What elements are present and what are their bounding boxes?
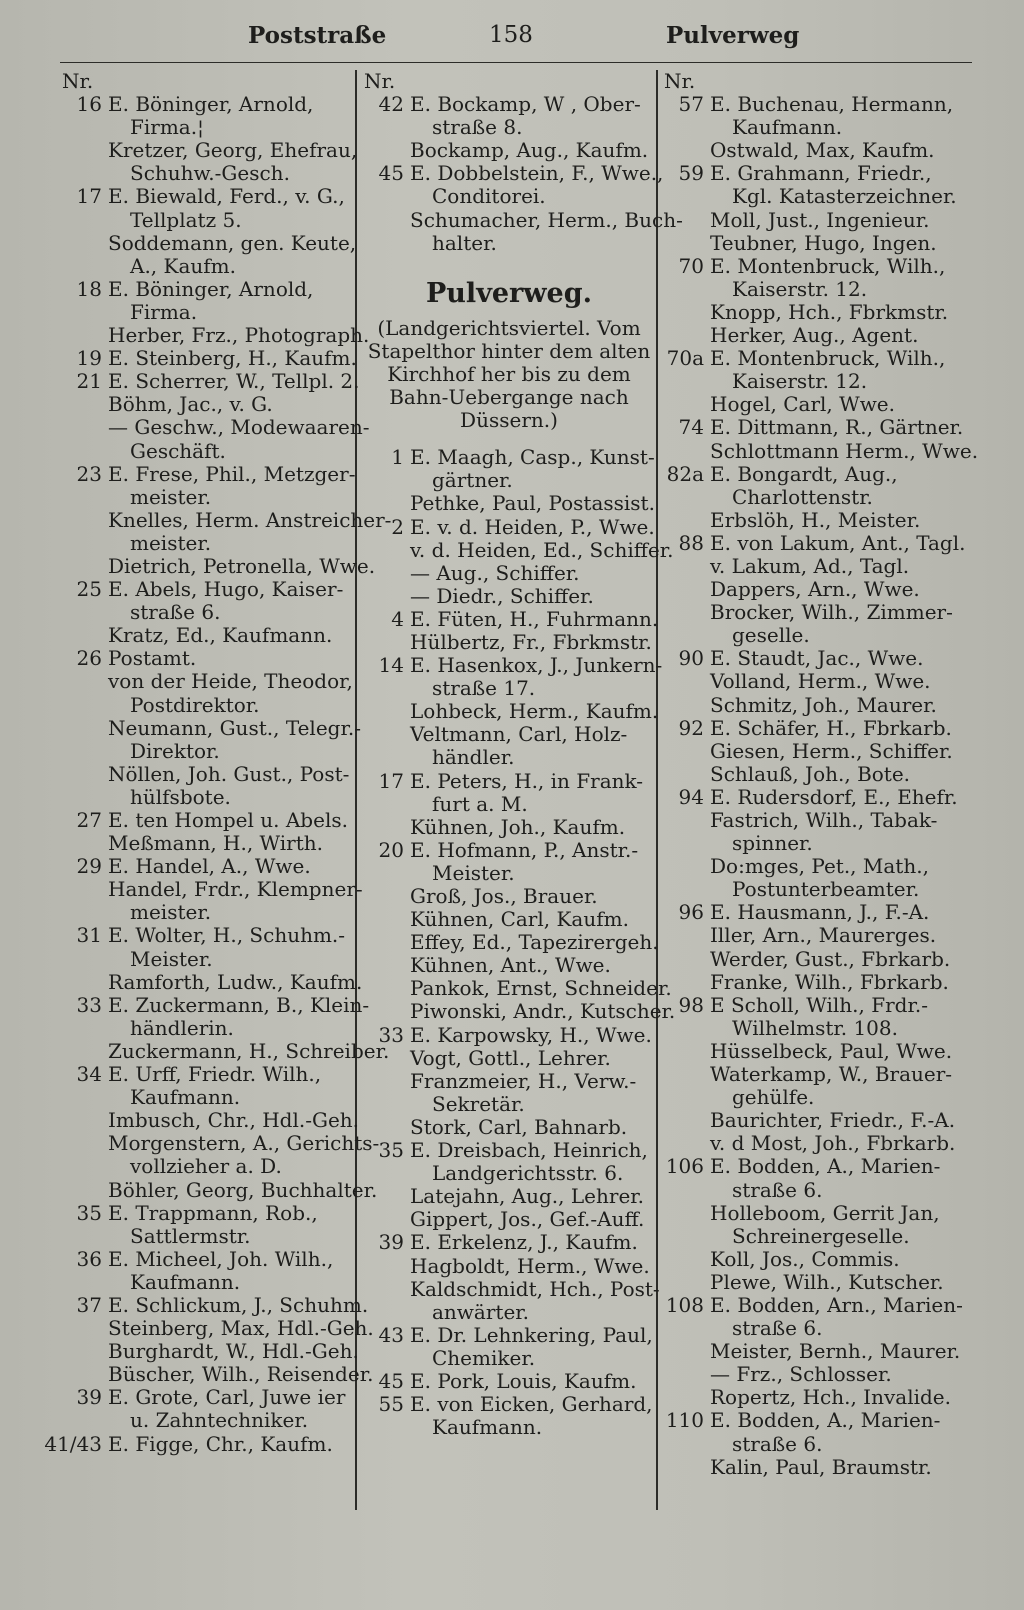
resident-text: E. Figge, Chr., Kaufm. bbox=[108, 1431, 333, 1456]
continuation-line: Firma.¦ bbox=[130, 115, 204, 140]
resident-text: E. Peters, H., in Frank- bbox=[410, 768, 644, 793]
house-number: 25 bbox=[76, 577, 102, 602]
resident-text: E. Karpowsky, H., Wwe. bbox=[410, 1022, 652, 1047]
column-header-nr: Nr. bbox=[364, 69, 396, 93]
resident-line: Pankok, Ernst, Schneider. bbox=[410, 976, 672, 1001]
resident-text: E. Abels, Hugo, Kaiser- bbox=[108, 577, 344, 602]
continuation-line: hülfsbote. bbox=[130, 784, 231, 809]
resident-line: Böhler, Georg, Buchhalter. bbox=[108, 1177, 378, 1202]
house-number: 37 bbox=[76, 1292, 102, 1317]
resident-text: E. Buchenau, Hermann, bbox=[710, 92, 954, 117]
section-gap bbox=[364, 432, 654, 446]
house-number: 4 bbox=[391, 606, 404, 631]
house-number: 19 bbox=[76, 346, 102, 371]
house-entry bbox=[62, 93, 354, 116]
resident-line: Kalin, Paul, Braumstr. bbox=[710, 1454, 932, 1479]
resident-text: E. Bodden, Arn., Marien- bbox=[710, 1292, 963, 1317]
resident-line: Kratz, Ed., Kaufmann. bbox=[108, 623, 333, 648]
resident-text: E. Schäfer, H., Fbrkarb. bbox=[710, 715, 952, 740]
continuation-line: straße 6. bbox=[732, 1431, 823, 1456]
house-entry bbox=[664, 255, 979, 278]
resident-line: Hüsselbeck, Paul, Wwe. bbox=[710, 1038, 953, 1063]
continuation-line: Firma. bbox=[130, 299, 198, 324]
resident-text: E. Böninger, Arnold, bbox=[108, 92, 314, 117]
resident-line: Franzmeier, H., Verw.- bbox=[410, 1068, 637, 1093]
continuation-line: Postdirektor. bbox=[130, 692, 260, 717]
resident-text: E. Montenbruck, Wilh., bbox=[710, 253, 946, 278]
resident-text: E. Hofmann, P., Anstr.- bbox=[410, 837, 639, 862]
resident-line: Büscher, Wilh., Reisender. bbox=[108, 1362, 374, 1387]
continuation-line: meister. bbox=[130, 900, 212, 925]
resident-line: Handel, Frdr., Klempner- bbox=[108, 877, 363, 902]
house-entry bbox=[664, 93, 979, 116]
house-number: 59 bbox=[678, 161, 704, 186]
resident-line: Giesen, Herm., Schiffer. bbox=[710, 738, 953, 763]
house-entry bbox=[62, 992, 370, 1017]
street-description-line: (Landgerichtsviertel. Vom bbox=[377, 315, 641, 340]
continuation-line: Direktor. bbox=[130, 738, 220, 763]
house-number: 17 bbox=[76, 184, 102, 209]
house-entry bbox=[62, 1202, 354, 1225]
resident-line: Hogel, Carl, Wwe. bbox=[710, 392, 895, 417]
continuation-line: meister. bbox=[130, 530, 212, 555]
resident-text: E. Bodden, A., Marien- bbox=[710, 1154, 941, 1179]
resident-line: Kretzer, Georg, Ehefrau, bbox=[108, 138, 358, 163]
continuation-line: Kaufmann. bbox=[130, 1269, 241, 1294]
resident-line: v. Lakum, Ad., Tagl. bbox=[710, 553, 910, 578]
resident-line: Kaldschmidt, Hch., Post- bbox=[410, 1276, 660, 1301]
resident-line: Steinberg, Max, Hdl.-Geh. bbox=[108, 1316, 374, 1341]
house-number: 14 bbox=[378, 653, 404, 678]
house-entry bbox=[364, 1231, 654, 1254]
header-left-street: Poststraße bbox=[248, 22, 387, 49]
house-entry bbox=[664, 416, 979, 439]
house-number: 106 bbox=[665, 1154, 704, 1179]
house-number: 70 bbox=[678, 253, 704, 278]
house-number: 96 bbox=[678, 900, 704, 925]
resident-text: E. Bongardt, Aug., bbox=[710, 461, 898, 486]
resident-line: Lohbeck, Herm., Kaufm. bbox=[410, 699, 659, 724]
resident-text: E. Wolter, H., Schuhm.- bbox=[108, 923, 346, 948]
house-number: 92 bbox=[678, 715, 704, 740]
resident-text: E. Rudersdorf, E., Ehefr. bbox=[710, 784, 958, 809]
resident-text: E. Dreisbach, Heinrich, bbox=[410, 1138, 648, 1163]
page-number: 158 bbox=[489, 22, 533, 48]
house-number: 41/43 bbox=[44, 1431, 102, 1456]
house-number: 1 bbox=[391, 445, 404, 470]
house-number: 2 bbox=[391, 514, 404, 539]
continuation-line: Wilhelmstr. 108. bbox=[732, 1015, 898, 1040]
house-entry bbox=[664, 994, 979, 1017]
resident-line: Schumacher, Herm., Buch- bbox=[410, 207, 683, 232]
continuation-line: Meister. bbox=[130, 946, 213, 971]
resident-text: E. Staudt, Jac., Wwe. bbox=[710, 646, 924, 671]
resident-line: Ostwald, Max, Kaufm. bbox=[710, 138, 935, 163]
resident-line: v. d. Heiden, Ed., Schiffer. bbox=[410, 537, 674, 562]
house-entry bbox=[44, 1431, 354, 1456]
house-number: 74 bbox=[678, 415, 704, 440]
continuation-line: Kaiserstr. 12. bbox=[732, 369, 868, 394]
resident-line: Herber, Frz., Photograph. bbox=[108, 323, 370, 348]
house-number: 108 bbox=[665, 1292, 704, 1317]
house-number: 57 bbox=[678, 92, 704, 117]
house-entry bbox=[664, 347, 979, 370]
continuation-line: Sattlermstr. bbox=[130, 1223, 251, 1248]
resident-line: Vogt, Gottl., Lehrer. bbox=[410, 1045, 611, 1070]
continuation-line: meister. bbox=[130, 484, 212, 509]
continuation-line: Landgerichtsstr. 6. bbox=[432, 1161, 624, 1186]
house-entry bbox=[664, 647, 979, 670]
house-entry bbox=[62, 1292, 369, 1317]
house-number: 88 bbox=[678, 530, 704, 555]
continuation-line: straße 6. bbox=[732, 1316, 823, 1341]
resident-line: — Geschw., Modewaaren- bbox=[108, 415, 370, 440]
continuation-line: Charlottenstr. bbox=[732, 484, 873, 509]
resident-text: E. Schlickum, J., Schuhm. bbox=[108, 1292, 369, 1317]
column-header-nr: Nr. bbox=[62, 69, 94, 93]
continuation-line: Meister. bbox=[432, 860, 515, 885]
house-entry bbox=[62, 809, 354, 832]
house-entry bbox=[364, 446, 654, 469]
house-entry bbox=[62, 185, 354, 208]
resident-line: Knopp, Hch., Fbrkmstr. bbox=[710, 299, 949, 324]
resident-text: E. Scherrer, W., Tellpl. 2. bbox=[108, 369, 360, 394]
house-entry bbox=[364, 606, 659, 631]
house-entry bbox=[62, 1063, 354, 1086]
resident-line: Kühnen, Ant., Wwe. bbox=[410, 953, 611, 978]
house-entry bbox=[364, 1024, 654, 1047]
resident-text: E. Micheel, Joh. Wilh., bbox=[108, 1246, 334, 1271]
resident-text: E. v. d. Heiden, P., Wwe. bbox=[410, 514, 655, 539]
house-number: 21 bbox=[76, 369, 102, 394]
street-description-line: Stapelthor hinter dem alten bbox=[367, 338, 651, 363]
continuation-line: u. Zahntechniker. bbox=[130, 1408, 309, 1433]
resident-text: E. Dittmann, R., Gärtner. bbox=[710, 415, 964, 440]
resident-line: Waterkamp, W., Brauer- bbox=[710, 1062, 953, 1087]
resident-text: E. Hasenkox, J., Junkern- bbox=[410, 653, 663, 678]
resident-line: — Diedr., Schiffer. bbox=[410, 583, 594, 608]
continuation-line: Kgl. Katasterzeichner. bbox=[732, 184, 957, 209]
house-number: 16 bbox=[76, 92, 102, 117]
house-entry bbox=[62, 855, 354, 878]
street-description-line: Bahn-Uebergange nach bbox=[389, 385, 629, 410]
house-entry bbox=[664, 1409, 979, 1432]
resident-text: E. von Lakum, Ant., Tagl. bbox=[710, 530, 966, 555]
house-number: 39 bbox=[378, 1230, 404, 1255]
house-entry bbox=[364, 770, 654, 793]
resident-line: Imbusch, Chr., Hdl.-Geh. bbox=[108, 1108, 360, 1133]
house-entry bbox=[664, 1155, 979, 1178]
continuation-line: geselle. bbox=[732, 623, 810, 648]
house-entry bbox=[62, 278, 354, 301]
resident-line: Piwonski, Andr., Kutscher. bbox=[410, 999, 676, 1024]
resident-text: Postamt. bbox=[108, 646, 197, 671]
resident-line: Effey, Ed., Tapezirergeh. bbox=[410, 930, 659, 955]
resident-line: Do:mges, Pet., Math., bbox=[710, 854, 929, 879]
resident-line: Böhm, Jac., v. G. bbox=[108, 392, 273, 417]
continuation-line: Kaufmann. bbox=[432, 1415, 543, 1440]
house-number: 35 bbox=[76, 1200, 102, 1225]
resident-line: Knelles, Herm. Anstreicher- bbox=[108, 507, 392, 532]
house-entry bbox=[364, 161, 664, 186]
resident-line: Meßmann, H., Wirth. bbox=[108, 831, 323, 856]
resident-line: Neumann, Gust., Telegr.- bbox=[108, 715, 361, 740]
house-entry bbox=[664, 1294, 979, 1317]
continuation-line: Conditorei. bbox=[432, 184, 546, 209]
house-number: 29 bbox=[76, 854, 102, 879]
house-number: 35 bbox=[378, 1138, 404, 1163]
resident-text: E. Bockamp, W , Ober- bbox=[410, 92, 641, 117]
house-entry bbox=[62, 463, 354, 486]
house-entry bbox=[364, 1370, 654, 1393]
resident-line: Baurichter, Friedr., F.-A. bbox=[710, 1108, 956, 1133]
resident-text: E. Grote, Carl, Juwe ier bbox=[108, 1385, 346, 1410]
resident-line: Groß, Jos., Brauer. bbox=[410, 884, 598, 908]
running-header bbox=[0, 22, 1024, 56]
continuation-line: händler. bbox=[432, 745, 515, 770]
continuation-line: Chemiker. bbox=[432, 1345, 536, 1370]
continuation-line: Kaiserstr. 12. bbox=[732, 276, 868, 301]
resident-line: Herker, Aug., Agent. bbox=[710, 323, 919, 348]
house-entry bbox=[364, 516, 654, 539]
resident-line: Latejahn, Aug., Lehrer. bbox=[410, 1184, 644, 1209]
resident-line: Ramforth, Ludw., Kaufm. bbox=[108, 969, 363, 994]
resident-text: E. Füten, H., Fuhrmann. bbox=[410, 606, 659, 631]
house-entry bbox=[62, 647, 354, 670]
resident-text: E. Pork, Louis, Kaufm. bbox=[410, 1368, 637, 1393]
resident-text: E. Dobbelstein, F., Wwe., bbox=[410, 161, 664, 186]
resident-text: E. Erkelenz, J., Kaufm. bbox=[410, 1230, 638, 1255]
resident-line: Kühnen, Carl, Kaufm. bbox=[410, 907, 629, 932]
continuation-line: gehülfe. bbox=[732, 1085, 815, 1110]
resident-text: E. Maagh, Casp., Kunst- bbox=[410, 445, 655, 470]
resident-line: — Frz., Schlosser. bbox=[710, 1362, 892, 1387]
resident-line: Brocker, Wilh., Zimmer- bbox=[710, 600, 953, 625]
continuation-line: Schreinergeselle. bbox=[732, 1223, 910, 1248]
resident-line: Holleboom, Gerrit Jan, bbox=[710, 1200, 940, 1225]
resident-line: Burghardt, W., Hdl.-Geh. bbox=[108, 1339, 359, 1364]
house-number: 45 bbox=[378, 161, 404, 186]
house-number: 70a bbox=[666, 346, 704, 371]
resident-line: Fastrich, Wilh., Tabak- bbox=[710, 808, 938, 832]
house-number: 26 bbox=[76, 646, 102, 671]
house-entry bbox=[664, 901, 979, 924]
header-right-street: Pulverweg bbox=[666, 22, 800, 49]
house-entry bbox=[364, 93, 654, 116]
house-number: 33 bbox=[76, 992, 102, 1017]
resident-text: E. Grahmann, Friedr., bbox=[710, 161, 932, 186]
resident-line: Werder, Gust., Fbrkarb. bbox=[710, 946, 951, 971]
resident-line: Soddemann, gen. Keute, bbox=[108, 230, 357, 255]
house-number: 82a bbox=[666, 461, 704, 486]
house-entry bbox=[664, 717, 979, 740]
continuation-line: A., Kaufm. bbox=[130, 253, 236, 278]
house-number: 90 bbox=[678, 646, 704, 671]
resident-line: Teubner, Hugo, Ingen. bbox=[710, 230, 937, 255]
house-number: 94 bbox=[678, 784, 704, 809]
resident-line: Morgenstern, A., Gerichts- bbox=[108, 1131, 380, 1156]
continuation-line: straße 17. bbox=[432, 676, 536, 701]
resident-line: Dietrich, Petronella, Wwe. bbox=[108, 553, 376, 578]
house-entry bbox=[62, 1386, 354, 1409]
resident-text: E Scholl, Wilh., Frdr.- bbox=[710, 992, 928, 1017]
resident-line: Nöllen, Joh. Gust., Post- bbox=[108, 761, 350, 786]
house-entry bbox=[62, 578, 354, 601]
continuation-line: Tellplatz 5. bbox=[130, 207, 242, 232]
continuation-line: halter. bbox=[432, 230, 497, 255]
street-description-line: Kirchhof her bis zu dem bbox=[387, 361, 631, 386]
house-entry bbox=[364, 653, 663, 678]
resident-text: E. Biewald, Ferd., v. G., bbox=[108, 184, 345, 209]
resident-line: Koll, Jos., Commis. bbox=[710, 1246, 900, 1271]
column-right bbox=[664, 70, 979, 1479]
column-middle bbox=[364, 69, 683, 1440]
continuation-line: Schuhw.-Gesch. bbox=[130, 161, 290, 186]
house-entry bbox=[62, 346, 357, 371]
resident-line: Kühnen, Joh., Kaufm. bbox=[410, 814, 626, 839]
resident-line: Ropertz, Hch., Invalide. bbox=[710, 1385, 951, 1410]
house-entry bbox=[364, 1393, 654, 1416]
resident-line: Schlauß, Joh., Bote. bbox=[710, 761, 911, 786]
continuation-line: straße 6. bbox=[130, 600, 221, 625]
resident-text: E. Handel, A., Wwe. bbox=[108, 854, 311, 879]
house-entry bbox=[364, 1139, 654, 1162]
continuation-line: furt a. M. bbox=[432, 791, 528, 816]
house-entry bbox=[364, 1324, 654, 1347]
continuation-line: Geschäft. bbox=[130, 438, 226, 463]
resident-line: Erbslöh, H., Meister. bbox=[710, 507, 921, 532]
resident-text: E. Steinberg, H., Kaufm. bbox=[108, 346, 357, 371]
resident-line: Gippert, Jos., Gef.-Auff. bbox=[410, 1207, 645, 1232]
resident-line: Hagboldt, Herm., Wwe. bbox=[410, 1253, 650, 1278]
resident-line: Moll, Just., Ingenieur. bbox=[710, 207, 930, 232]
house-entry bbox=[62, 924, 354, 947]
resident-line: Pethke, Paul, Postassist. bbox=[410, 491, 655, 516]
resident-line: Meister, Bernh., Maurer. bbox=[710, 1339, 961, 1364]
resident-text: E. Hausmann, J., F.-A. bbox=[710, 900, 930, 925]
continuation-line: Postunterbeamter. bbox=[732, 877, 920, 902]
house-number: 39 bbox=[76, 1385, 102, 1410]
resident-line: von der Heide, Theodor, bbox=[108, 669, 353, 694]
house-number: 98 bbox=[678, 992, 704, 1017]
continuation-line: anwärter. bbox=[432, 1299, 530, 1324]
resident-text: E. Frese, Phil., Metzger- bbox=[108, 461, 356, 486]
continuation-line: Kaufmann. bbox=[732, 115, 843, 140]
resident-line: Schlottmann Herm., Wwe. bbox=[710, 438, 979, 463]
resident-text: E. Urff, Friedr. Wilh., bbox=[108, 1062, 322, 1087]
continuation-line: straße 8. bbox=[432, 115, 523, 140]
house-entry bbox=[664, 532, 979, 555]
resident-text: E. ten Hompel u. Abels. bbox=[108, 808, 348, 832]
house-number: 18 bbox=[76, 276, 102, 301]
house-entry bbox=[664, 786, 979, 809]
continuation-line: händlerin. bbox=[130, 1015, 234, 1040]
resident-line: Schmitz, Joh., Maurer. bbox=[710, 692, 937, 717]
house-number: 45 bbox=[378, 1368, 404, 1393]
house-number: 55 bbox=[378, 1392, 404, 1417]
resident-line: Veltmann, Carl, Holz- bbox=[410, 722, 628, 747]
resident-line: Franke, Wilh., Fbrkarb. bbox=[710, 969, 949, 994]
house-number: 110 bbox=[665, 1408, 704, 1433]
house-number: 27 bbox=[76, 808, 102, 832]
house-number: 42 bbox=[378, 92, 404, 117]
house-entry bbox=[62, 369, 360, 394]
house-number: 23 bbox=[76, 461, 102, 486]
resident-line: Bockamp, Aug., Kaufm. bbox=[410, 138, 649, 163]
resident-text: E. von Eicken, Gerhard, bbox=[410, 1392, 653, 1417]
street-description-line: Düssern.) bbox=[460, 408, 558, 433]
continuation-line: vollzieher a. D. bbox=[130, 1154, 282, 1179]
header-rule bbox=[60, 62, 972, 63]
house-number: 36 bbox=[76, 1246, 102, 1271]
resident-line: Volland, Herm., Wwe. bbox=[710, 669, 931, 694]
resident-text: E. Dr. Lehnkering, Paul, bbox=[410, 1322, 653, 1347]
house-number: 33 bbox=[378, 1022, 404, 1047]
continuation-line: Kaufmann. bbox=[130, 1085, 241, 1110]
house-entry bbox=[664, 162, 979, 185]
house-number: 34 bbox=[76, 1062, 102, 1087]
resident-line: Plewe, Wilh., Kutscher. bbox=[710, 1269, 944, 1294]
house-number: 20 bbox=[378, 837, 404, 862]
street-section-title: Pulverweg. bbox=[426, 277, 592, 309]
continuation-line: Sekretär. bbox=[432, 1091, 525, 1116]
resident-text: E. Trappmann, Rob., bbox=[108, 1200, 318, 1225]
continuation-line: gärtner. bbox=[432, 468, 513, 493]
resident-text: E. Montenbruck, Wilh., bbox=[710, 346, 946, 371]
resident-line: v. d Most, Joh., Fbrkarb. bbox=[710, 1131, 956, 1156]
resident-line: Iller, Arn., Maurerges. bbox=[710, 923, 937, 948]
house-number: 43 bbox=[378, 1322, 404, 1347]
continuation-line: spinner. bbox=[732, 831, 813, 856]
resident-line: — Aug., Schiffer. bbox=[410, 560, 580, 585]
house-number: 31 bbox=[76, 923, 102, 948]
resident-line: Zuckermann, H., Schreiber. bbox=[108, 1038, 390, 1063]
resident-line: Hülbertz, Fr., Fbrkmstr. bbox=[410, 629, 652, 654]
resident-line: Stork, Carl, Bahnarb. bbox=[410, 1114, 628, 1139]
continuation-line: straße 6. bbox=[732, 1177, 823, 1202]
resident-text: E. Böninger, Arnold, bbox=[108, 276, 314, 301]
resident-text: E. Zuckermann, B., Klein- bbox=[108, 992, 370, 1017]
column-header-nr: Nr. bbox=[664, 69, 696, 93]
house-entry bbox=[664, 463, 979, 486]
house-entry bbox=[62, 1248, 354, 1271]
house-entry bbox=[364, 839, 654, 862]
resident-text: E. Bodden, A., Marien- bbox=[710, 1408, 941, 1433]
house-number: 17 bbox=[378, 768, 404, 793]
resident-line: Dappers, Arn., Wwe. bbox=[710, 577, 920, 602]
